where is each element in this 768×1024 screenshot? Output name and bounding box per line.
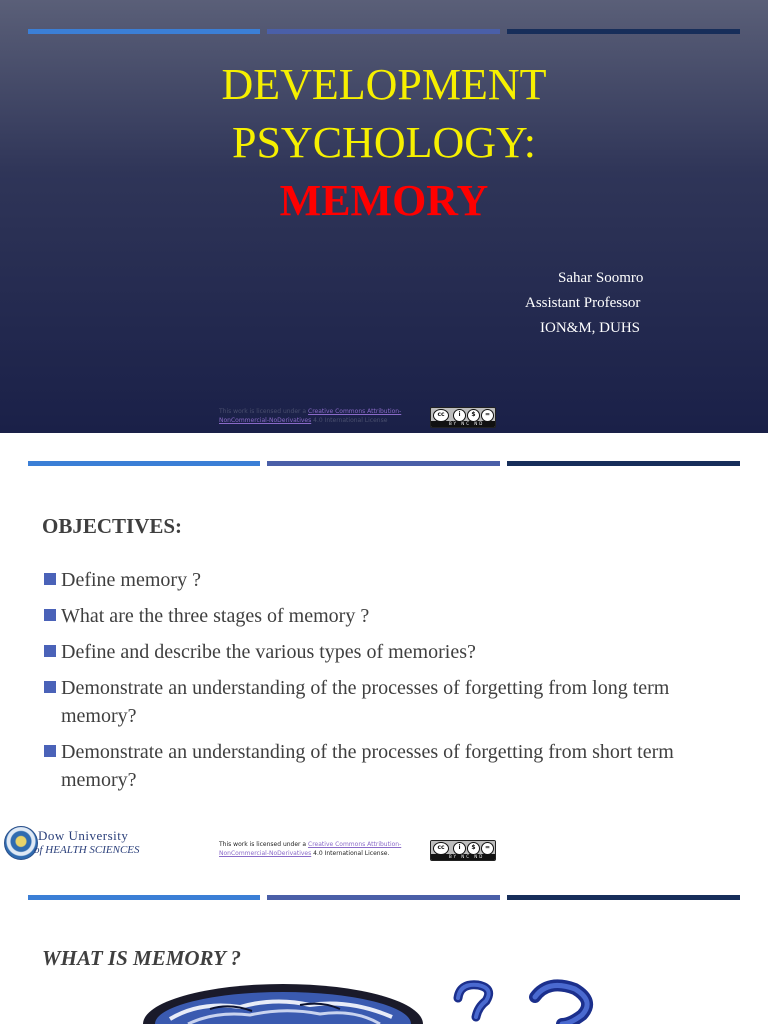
author-affiliation: ION&M, DUHS bbox=[540, 320, 641, 336]
university-emblem-icon bbox=[4, 826, 38, 860]
slide-title-line-1: DEVELOPMENT bbox=[221, 60, 547, 109]
what-is-memory-slide bbox=[0, 873, 768, 1024]
accent-bar-mid bbox=[267, 29, 500, 34]
objective-text: Demonstrate an understanding of the processes of forgetting from short term memory? bbox=[61, 741, 674, 791]
cc-license-badge[interactable] bbox=[430, 407, 496, 428]
license-link-2[interactable]: NonCommercial-NoDerivatives bbox=[219, 417, 312, 424]
author-role: Assistant Professor bbox=[525, 295, 641, 311]
attribution-icon: i bbox=[453, 409, 466, 422]
accent-bar-mid bbox=[267, 461, 500, 466]
square-bullet-icon bbox=[44, 573, 56, 585]
noderivatives-icon: = bbox=[481, 409, 494, 422]
objectives-list bbox=[44, 566, 724, 802]
square-bullet-icon bbox=[44, 645, 56, 657]
license-link[interactable]: Creative Commons Attribution- bbox=[308, 841, 402, 848]
question-mark-icon bbox=[458, 985, 587, 1024]
objective-text: Demonstrate an understanding of the processes of forgetting from long term memory? bbox=[61, 677, 670, 727]
objective-text: Define and describe the various types of memories? bbox=[61, 641, 476, 663]
license-link[interactable]: Creative Commons Attribution- bbox=[308, 408, 402, 415]
slide-title-line-2: PSYCHOLOGY: bbox=[231, 118, 536, 167]
objective-item bbox=[44, 738, 724, 794]
slide-title-memory: MEMORY bbox=[279, 176, 489, 225]
license-notice bbox=[219, 840, 424, 858]
license-suffix: 4.0 International License. bbox=[311, 850, 390, 857]
objective-text: Define memory ? bbox=[61, 569, 201, 591]
noncommercial-icon: $ bbox=[467, 842, 480, 855]
what-is-memory-heading: WHAT IS MEMORY ? bbox=[42, 946, 241, 970]
accent-bar-light bbox=[28, 29, 260, 34]
noderivatives-icon: = bbox=[481, 842, 494, 855]
attribution-icon: i bbox=[453, 842, 466, 855]
objective-item bbox=[44, 566, 724, 594]
license-link-2[interactable]: NonCommercial-NoDerivatives bbox=[219, 850, 312, 857]
university-logo bbox=[4, 826, 154, 866]
brain-question-illustration bbox=[0, 873, 768, 1024]
objective-item bbox=[44, 638, 724, 666]
cc-icon: cc bbox=[433, 409, 449, 422]
title-slide bbox=[0, 0, 768, 433]
objective-item bbox=[44, 674, 724, 730]
brain-icon bbox=[143, 984, 423, 1024]
square-bullet-icon bbox=[44, 681, 56, 693]
square-bullet-icon bbox=[44, 609, 56, 621]
objective-text: What are the three stages of memory ? bbox=[61, 605, 370, 627]
objectives-heading bbox=[42, 514, 182, 539]
license-prefix: This work is licensed under a bbox=[219, 841, 309, 848]
author-name: Sahar Soomro bbox=[558, 270, 644, 286]
objectives-slide bbox=[0, 433, 768, 873]
cc-badge-label: BY NC ND bbox=[431, 421, 496, 427]
cc-icon: cc bbox=[433, 842, 449, 855]
accent-bar-dark bbox=[507, 29, 740, 34]
license-prefix: This work is licensed under a bbox=[219, 408, 309, 415]
cc-license-badge[interactable] bbox=[430, 840, 496, 861]
accent-bar-dark bbox=[507, 461, 740, 466]
license-suffix: 4.0 International License bbox=[311, 417, 388, 424]
license-notice bbox=[219, 407, 424, 425]
cc-badge-label: BY NC ND bbox=[431, 854, 496, 860]
square-bullet-icon bbox=[44, 745, 56, 757]
logo-name: Dow University bbox=[38, 828, 129, 843]
accent-bar-light bbox=[28, 461, 260, 466]
logo-subname: of HEALTH SCIENCES bbox=[34, 844, 140, 856]
objective-item bbox=[44, 602, 724, 630]
objectives-heading-text: OBJECTIVES: bbox=[42, 514, 183, 538]
noncommercial-icon: $ bbox=[467, 409, 480, 422]
